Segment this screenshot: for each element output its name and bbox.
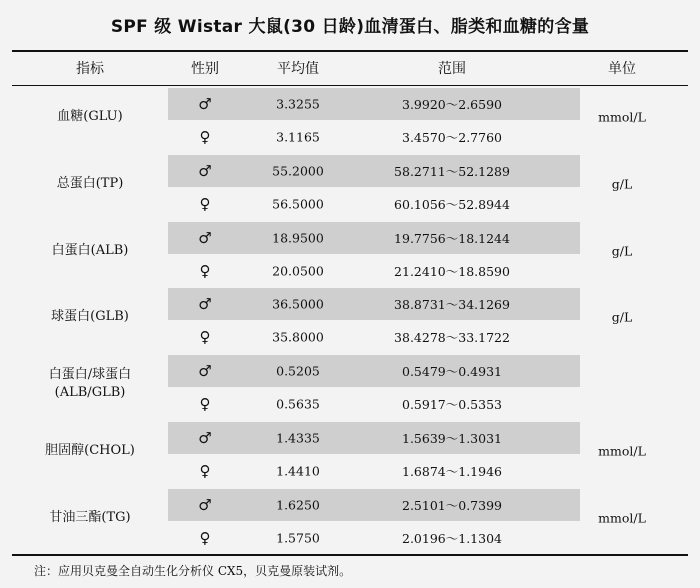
range-value: 3.4570～2.7760 <box>402 130 502 145</box>
range-value: 0.5479～0.4931 <box>402 364 502 380</box>
indicator-name-line: 白蛋白/球蛋白 <box>48 367 132 383</box>
sex-symbol: ♂ <box>198 228 212 247</box>
sex-symbol: ♂ <box>198 362 212 381</box>
header-rule <box>12 85 688 86</box>
sex-symbol: ♂ <box>198 95 212 113</box>
indicator-name-line: 甘油三酯(TG) <box>49 509 131 525</box>
range-value: 60.1056～52.8944 <box>394 196 510 212</box>
indicator-name-line: 总蛋白(TP) <box>56 175 124 191</box>
indicator-name <box>45 442 135 460</box>
indicator-name <box>51 308 129 326</box>
range-value: 38.8731～34.1269 <box>394 297 510 313</box>
indicator-name-line: (ALB/GLB) <box>54 385 126 401</box>
male-row-band <box>168 222 580 254</box>
sex-symbol: ♂ <box>198 429 212 447</box>
range-value: 38.4278～33.1722 <box>394 330 510 346</box>
sex-symbol: ♀ <box>199 194 211 213</box>
mean-value: 3.1165 <box>276 129 320 145</box>
bottom-rule <box>12 554 688 556</box>
range-value: 3.9920～2.6590 <box>402 97 502 112</box>
indicator-name <box>49 509 130 527</box>
mean-value: 56.5000 <box>272 196 324 212</box>
range-value: 2.0196～1.1304 <box>402 530 502 546</box>
top-rule <box>12 50 688 52</box>
range-value: 19.7756～18.1244 <box>394 230 510 246</box>
mean-value: 35.8000 <box>272 329 324 345</box>
table-title: SPF 级 Wistar 大鼠(30 日龄)血清蛋白、脂类和血糖的含量 <box>110 17 590 37</box>
unit-value: mmol/L <box>598 443 646 459</box>
sex-symbol: ♀ <box>199 395 211 414</box>
sex-symbol: ♂ <box>198 161 212 180</box>
mean-value: 20.0500 <box>272 263 324 279</box>
range-value: 0.5917～0.5353 <box>402 397 502 413</box>
male-row-band <box>168 88 580 120</box>
sex-symbol: ♀ <box>199 462 211 480</box>
mean-value: 1.5750 <box>276 530 320 546</box>
sex-symbol: ♀ <box>199 261 211 280</box>
indicator-name-line: 球蛋白(GLB) <box>51 309 129 325</box>
header-indicator: 指标 <box>76 61 104 77</box>
mean-value: 1.4335 <box>276 430 320 446</box>
header-unit: 单位 <box>608 61 636 77</box>
sex-symbol: ♀ <box>199 528 211 547</box>
indicator-name-line: 血糖(GLU) <box>57 109 123 124</box>
indicator-name <box>49 366 131 402</box>
unit-value: mmol/L <box>598 109 646 125</box>
male-row-band <box>168 155 580 187</box>
male-row-band <box>168 489 580 521</box>
unit-value: g/L <box>611 243 633 259</box>
mean-value: 55.2000 <box>272 163 324 179</box>
mean-value: 36.5000 <box>272 296 324 312</box>
mean-value: 3.3255 <box>276 96 320 112</box>
range-value: 2.5101～0.7399 <box>402 497 502 513</box>
header-range: 范围 <box>438 61 466 77</box>
sex-symbol: ♂ <box>198 295 212 314</box>
indicator-name <box>57 108 122 126</box>
male-row-band <box>168 355 580 387</box>
mean-value: 0.5635 <box>276 396 320 412</box>
footnote: 注：应用贝克曼全自动生化分析仪 CX5，贝克曼原装试剂。 <box>34 564 352 578</box>
indicator-name <box>52 242 129 260</box>
indicator-name-line: 白蛋白(ALB) <box>51 242 129 258</box>
mean-value: 0.5205 <box>276 363 320 379</box>
header-sex: 性别 <box>191 61 219 77</box>
mean-value: 1.4410 <box>276 463 320 479</box>
range-value: 58.2711～52.1289 <box>394 163 510 179</box>
sex-symbol: ♂ <box>198 495 212 514</box>
indicator-name-line: 胆固醇(CHOL) <box>45 443 135 458</box>
male-row-band <box>168 422 580 454</box>
range-value: 21.2410～18.8590 <box>394 263 510 279</box>
unit-value: g/L <box>611 309 633 325</box>
sex-symbol: ♀ <box>199 128 211 146</box>
unit-value: g/L <box>611 176 633 192</box>
range-value: 1.5639～1.3031 <box>402 431 502 446</box>
male-row-band <box>168 288 580 320</box>
indicator-name <box>57 175 124 193</box>
unit-value: mmol/L <box>598 510 646 526</box>
sex-symbol: ♀ <box>199 328 211 347</box>
mean-value: 1.6250 <box>276 497 320 513</box>
header-mean: 平均值 <box>277 61 319 77</box>
mean-value: 18.9500 <box>272 230 324 246</box>
range-value: 1.6874～1.1946 <box>402 464 502 479</box>
